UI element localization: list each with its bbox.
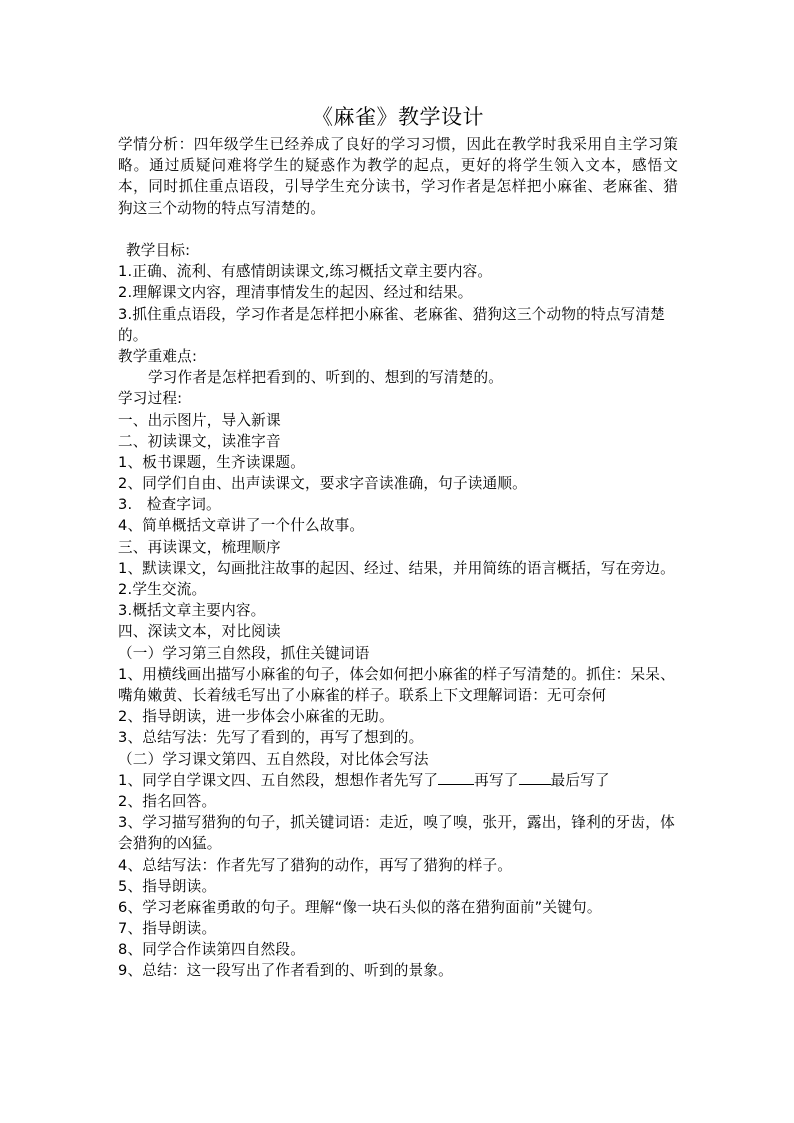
list-item: 1、板书课题，生齐读课题。 [118, 453, 306, 471]
section-heading: 三、再读课文，梳理顺序 [118, 538, 281, 556]
subsection-heading: （二）学习课文第四、五自然段，对比体会写法 [118, 750, 429, 768]
list-item: 6、学习老麻雀勇敢的句子。理解“像一块石头似的落在猎狗面前”关键句。 [118, 898, 602, 916]
section-heading: 一、出示图片，导入新课 [118, 411, 281, 429]
fill-blank [519, 770, 551, 785]
list-item: 8、同学合作读第四自然段。 [118, 941, 306, 959]
list-item: 4、总结写法：作者先写了猎狗的动作，再写了猎狗的样子。 [118, 856, 513, 874]
list-item: 2、指导朗读，进一步体会小麻雀的无助。 [118, 708, 394, 726]
list-item-text: 最后写了 [550, 771, 610, 789]
list-item: 9、总结：这一段写出了作者看到的、听到的景象。 [118, 962, 453, 980]
analysis-paragraph: 学情分析：四年级学生已经养成了良好的学习习惯，因此在教学时我采用自主学习策略。通过质疑问难将学生的疑惑作为教学的起点，更好的将学生领入文本，感悟文本，同时抓住重点语段，引导学生充分读书，学习作者是怎样把小麻雀、老麻雀、猎狗这三个动物的特点写清楚的。 [118, 136, 678, 217]
key-text: 学习作者是怎样把看到的、听到的、想到的写清楚的。 [148, 369, 504, 387]
list-item: 1、默读课文，勾画批注故事的起因、经过、结果，并用简练的语言概括，写在旁边。 [118, 559, 675, 577]
section-heading: 二、初读课文，读准字音 [118, 432, 281, 450]
list-item: 3. 检查字词。 [118, 496, 221, 514]
key-heading: 教学重难点: [118, 347, 198, 365]
goal-item: 3.抓住重点语段，学习作者是怎样把小麻雀、老麻雀、猎狗这三个动物的特点写清楚的。 [118, 305, 665, 344]
spacer [118, 219, 678, 240]
list-item: 7、指导朗读。 [118, 920, 217, 938]
document-page [118, 102, 678, 982]
subsection-heading: （一）学习第三自然段，抓住关键词语 [118, 644, 370, 662]
goals-heading: 教学目标: [126, 242, 191, 259]
list-item-fill-blank [118, 770, 678, 791]
goal-item: 2.理解课文内容，理清事情发生的起因、经过和结果。 [118, 284, 473, 302]
list-item: 2、指名回答。 [118, 792, 217, 810]
list-item-text: 再写了 [474, 771, 519, 789]
list-item: 4、简单概括文章讲了一个什么故事。 [118, 517, 365, 535]
list-item: 1、用横线画出描写小麻雀的句子，体会如何把小麻雀的样子写清楚的。抓住：呆呆、嘴角嫩黄、长着绒毛写出了小麻雀的样子。联系上下文理解词语：无可奈何 [118, 665, 675, 704]
section-heading: 四、深读文本，对比阅读 [118, 623, 281, 641]
list-item: 3.概括文章主要内容。 [118, 602, 266, 620]
fill-blank [438, 770, 474, 785]
list-item: 2.学生交流。 [118, 581, 207, 599]
list-item-text: 1、同学自学课文四、五自然段，想想作者先写了 [118, 771, 439, 789]
goal-item: 1.正确、流利、有感情朗读课文,练习概括文章主要内容。 [118, 263, 493, 281]
document-title: 《麻雀》教学设计 [312, 105, 484, 129]
list-item: 3、总结写法：先写了看到的，再写了想到的。 [118, 729, 424, 747]
list-item: 3、学习描写猎狗的句子，抓关键词语：走近，嗅了嗅，张开，露出，锋利的牙齿，体会猎狗的凶猛。 [118, 814, 675, 853]
list-item: 2、同学们自由、出声读课文，要求字音读准确，句子读通顺。 [118, 475, 527, 493]
list-item: 5、指导朗读。 [118, 877, 217, 895]
process-heading: 学习过程: [118, 390, 183, 408]
